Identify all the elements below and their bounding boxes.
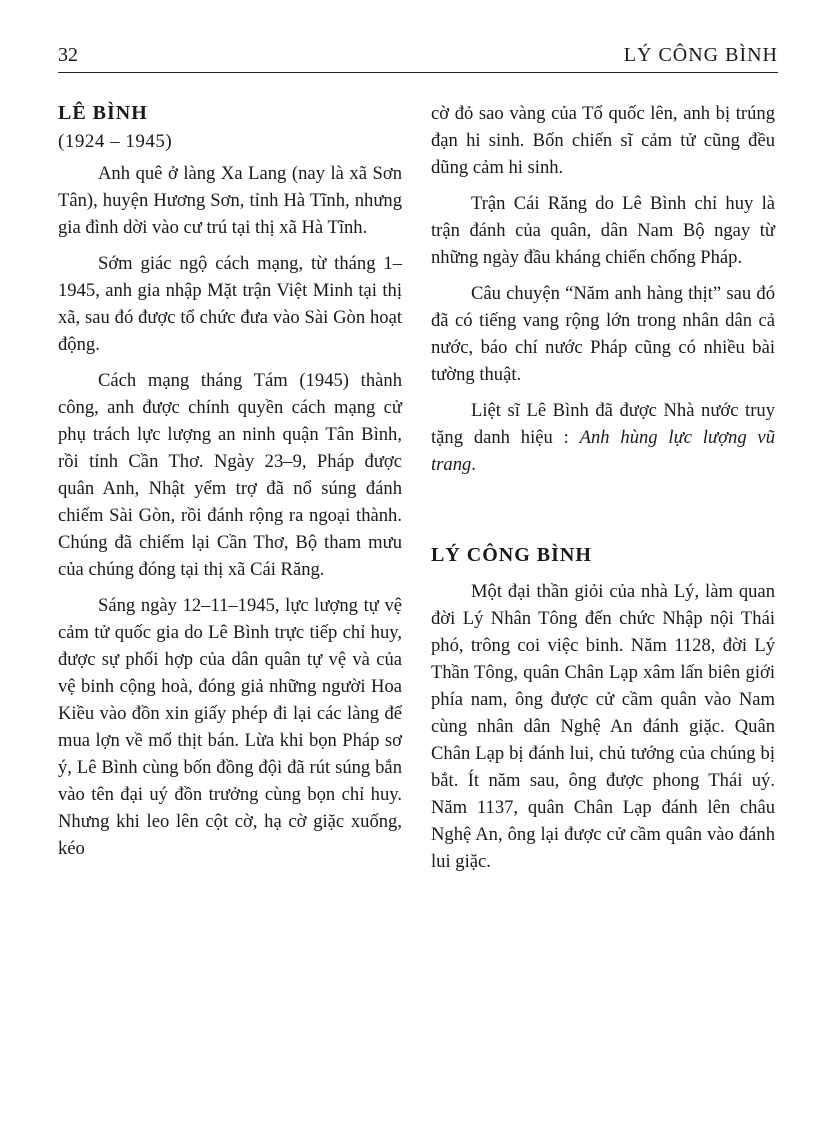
paragraph: Sớm giác ngộ cách mạng, từ tháng 1–1945, anh gia nhập Mặt trận Việt Minh tại thị xã, sau đó được tổ chức đưa vào Sài Gòn hoạt động. xyxy=(58,253,402,355)
paragraph: Câu chuyện “Năm anh hàng thịt” sau đó đã có tiếng vang rộng lớn trong nhân dân cả nước, báo chí nước Pháp cũng có nhiều bài tường thuật. xyxy=(431,283,775,385)
honor-title: Anh hùng lực lượng vũ trang xyxy=(431,427,775,475)
paragraph: Trận Cái Răng do Lê Bình chỉ huy là trận đánh của quân, dân Nam Bộ ngay từ những ngày đầu kháng chiến chống Pháp. xyxy=(431,193,775,268)
paragraph: Cách mạng tháng Tám (1945) thành công, anh được chính quyền cách mạng cử phụ trách lực lượng an ninh quận Tân Bình, rồi tỉnh Cần Thơ. Ngày 23–9, Pháp được quân Anh, Nhật yểm trợ đã nổ súng đánh chiếm Sài Gòn, rồi đánh rộng ra ngoại thành. Chúng đã chiếm lại Cần Thơ, Bộ tham mưu của chúng đóng tại thị xã Cái Răng. xyxy=(58,370,402,580)
entry-title-ly-cong-binh: LÝ CÔNG BÌNH xyxy=(431,544,592,566)
page-header xyxy=(58,42,778,73)
entry-title-le-binh: LÊ BÌNH xyxy=(58,102,148,124)
honor-text: Liệt sĩ Lê Bình đã được Nhà nước truy tặng danh hiệu : xyxy=(431,400,775,448)
entry-dates-le-binh: (1924 – 1945) xyxy=(58,131,173,152)
paragraph: Sáng ngày 12–11–1945, lực lượng tự vệ cảm tử quốc gia do Lê Bình trực tiếp chỉ huy, được sự phối hợp của dân quân tự vệ và của vệ binh cộng hoà, đóng giả những người Hoa Kiều vào đồn xin giấy phép đi lại các làng để mua lợn về mổ thịt bán. Lừa khi bọn Pháp sơ ý, Lê Bình cùng bốn đồng đội đã rút súng bắn vào tên đại uý đồn trưởng cùng bọn chỉ huy. Nhưng khi leo lên cột cờ, hạ cờ giặc xuống, kéo xyxy=(58,595,402,859)
honor-suffix: . xyxy=(471,454,476,475)
paragraph: Anh quê ở làng Xa Lang (nay là xã Sơn Tân), huyện Hương Sơn, tỉnh Hà Tĩnh, nhưng gia đình dời vào cư trú tại thị xã Hà Tĩnh. xyxy=(58,163,402,238)
right-column xyxy=(431,100,775,884)
honor-paragraph xyxy=(431,397,775,478)
paragraph-continuation: cờ đỏ sao vàng của Tổ quốc lên, anh bị trúng đạn hi sinh. Bốn chiến sĩ cảm tử cũng đều dũng cảm hi sinh. xyxy=(431,103,775,178)
paragraph: Một đại thần giỏi của nhà Lý, làm quan đời Lý Nhân Tông đến chức Nhập nội Thái phó, trông coi việc binh. Năm 1128, đời Lý Thần Tông, quân Chân Lạp xâm lấn biên giới phía nam, ông được cử cầm quân vào Nam cùng nhân dân Nghệ An đánh giặc. Quân Chân Lạp bị đánh lui, chủ tướng của chúng bị bắt. Ít năm sau, ông được phong Thái uý. Năm 1137, quân Chân Lạp đánh lên châu Nghệ An, ông lại được cử cầm quân vào đánh lui giặc. xyxy=(431,581,775,872)
running-head: LÝ CÔNG BÌNH xyxy=(623,44,778,66)
page-number: 32 xyxy=(58,44,78,66)
left-column xyxy=(58,98,402,871)
